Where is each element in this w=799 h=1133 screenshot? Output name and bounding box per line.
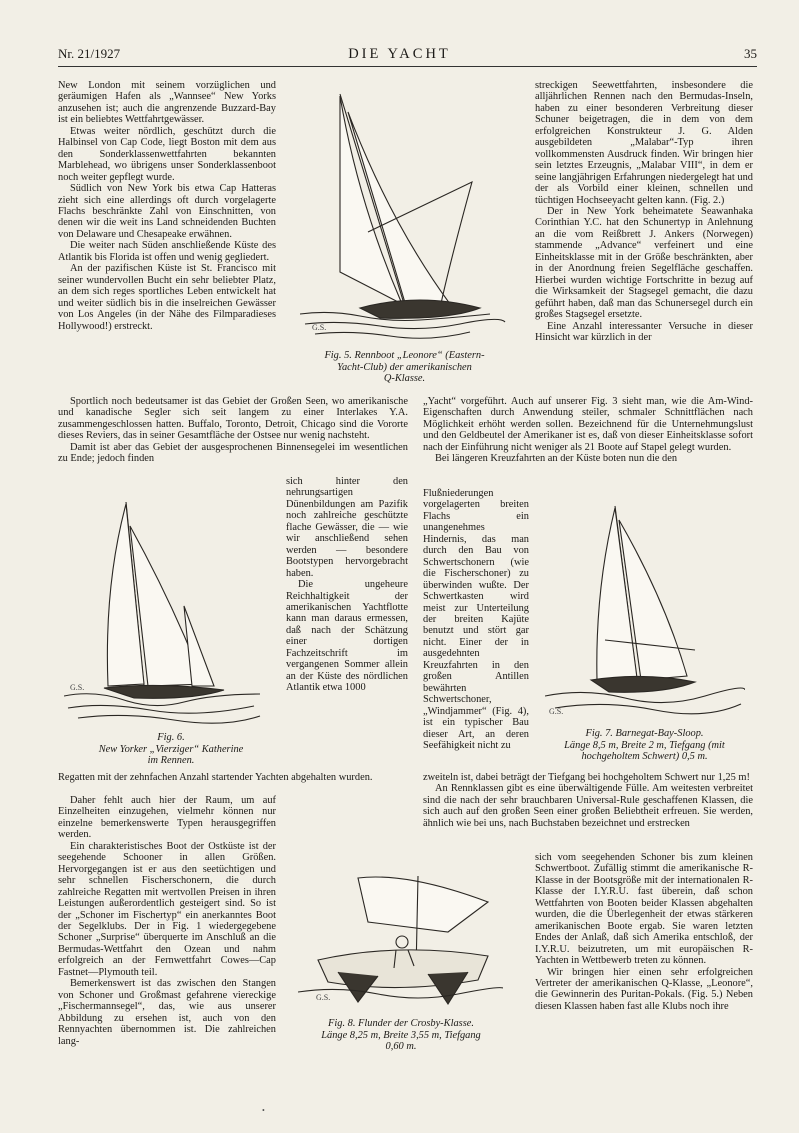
paragraph: Daher fehlt auch hier der Raum, um auf Einzelheiten einzugehen, vielmehr können nur einzelne bemerkenswerte Typen herausgegriffen werden.	[58, 795, 276, 841]
page-number: 35	[744, 46, 757, 61]
caption-line: Fig. 8. Flunder der Crosby-Klasse.	[328, 1018, 474, 1029]
column-3-bottom	[535, 852, 753, 1012]
paragraph: „Yacht“ vorgeführt. Auch auf unserer Fig. 3 sieht man, wie die Am-Wind-Eigenschaften durch Anwendung steiler, schmaler Schnittflächen nach Möglichkeit erhöht werden sollen. Bezeichnend für die Unternehmungslust und den Geldbeutel der Amerikaner ist es, daß von dieser Einheitsklasse sofort nach der Einführung nicht weniger als 21 Boote auf Stapel gelegt wurden.	[423, 396, 753, 453]
caption-line: New Yorker „Vierziger“ Katherine	[98, 743, 244, 755]
wide-text-block-3	[423, 396, 753, 465]
figure-5-caption	[302, 350, 507, 385]
caption-line: 0,60 m.	[385, 1041, 417, 1053]
column-1-top	[58, 80, 276, 332]
paragraph: Flußniederungen vorgelagerten breiten Flachs ein unangenehmes Hindernis, das man durch den Bau von Schwertschonern (wie die Fischerschoner) zu überwinden wußte. Der Schwertkasten wird meist zur Unterteilung der breiten Kajüte benutzt und stört gar nicht. Einer der in ausgedehnten Kreuzfahrten in den großen Antillen bewährten Schwertschoner, „Windjammer“ (Fig. 4), ist ein typischer Bau dieser Art, an deren Seefähigkeit nicht zu	[423, 488, 529, 751]
caption-line: Länge 8,5 m, Breite 2 m, Tiefgang (mit	[564, 739, 725, 751]
caption-line: Länge 8,25 m, Breite 3,55 m, Tiefgang	[321, 1029, 481, 1041]
narrow-text-block-3	[423, 488, 529, 751]
paragraph: streckigen Seewettfahrten, insbesondere die alljährlichen Rennen nach den Bermudas-Inseln, haben zu einer besonderen Verbreitung dieser Schuner beigetragen, die in dem von dem erfolgreichen Konstrukteur J. G. Alden ausgebildeten „Malabar“-Typ ihren vollkommensten Ausdruck finden. Wir bringen hier sein letztes Erzeugnis, „Malabar VIII“, in dem er seine langjährigen Erfahrungen niedergelegt hat und der als Vorbild einer kleinen, schnellen und tüchtigen Hochseeyacht gelten kann. (Fig. 2.)	[535, 80, 753, 206]
figure-7-caption	[532, 728, 757, 763]
paragraph: Bemerkenswert ist das zwischen den Stangen von Schoner und Großmast gefahrene viereckige „Fischermannsegel“, das, wie aus unserer Abbildung zu ersehen ist, auch von den Rennyachten übernommen ist. Die zahlreichen lang-	[58, 978, 276, 1047]
figure-5-illustration	[300, 82, 510, 347]
caption-line: im Rennen.	[147, 755, 195, 767]
figure-7-illustration	[545, 500, 745, 720]
paragraph: zweiteln ist, dabei beträgt der Tiefgang bei hochgeholtem Schwert nur 1,25 m!	[423, 772, 750, 783]
figure-8-illustration	[298, 872, 503, 1012]
paragraph: Ein charakteristisches Boot der Ostküste ist der seegehende Schooner in allen Größen. Hervorgegangen ist er aus den seetüchtigen und sehr schnellen Fischerschonern, die durch zahlreiche Regatten mit wertvollen Preisen in ihren Leistungen außerordentlich gesteigert sind. So ist der „Schoner im Fischertyp“ ein anerkanntes Boot der Segelklubs. Der in Fig. 1 wiedergegebene Schoner „Surprise“ überquerte im Anschluß an die Bermudas-Wettfahrt den Ozean und nahm erfolgreich an der Fernwettfahrt Cowes—Cap Fastnet—Plymouth teil.	[58, 840, 276, 978]
paragraph: Damit ist aber das Gebiet der ausgesprochenen Binnensegelei im wesentlichen zu Ende; jedoch finden	[58, 441, 408, 465]
flunder-boat-drawing	[298, 872, 503, 1012]
wide-text-block-1	[58, 396, 408, 465]
paragraph: Südlich von New York bis etwa Cap Hatteras zieht sich eine allerdings oft durch vorgelagerte Flachs beschränkte Zahl von Einschnitten, von denen wir die weit ins Land schneidenden Buchten von Delaware und Chesapeake erwähnen.	[58, 183, 276, 240]
figure-6-caption	[60, 732, 282, 767]
figure-5-signature: G.S.	[312, 323, 327, 332]
caption-line: hochgeholtem Schwert) 0,5 m.	[581, 751, 708, 763]
paragraph: Wir bringen hier einen sehr erfolgreichen Vertreter der amerikanischen Q-Klasse, „Leonore“, die Gewinnerin des Puritan-Pokals. (Fig. 5.) Neben diesen Klassen haben fast alle Klubs noch ihre	[535, 966, 753, 1012]
paragraph: An Rennklassen gibt es eine überwältigende Fülle. Am weitesten verbreitet sind die nach der sehr brauchbaren Universal-Rule geschaffenen Klassen, die sich auch auf den großen Seen einer großen Beliebtheit erfreuen. Sie werden, ähnlich wie bei uns, nach Buchstaben bezeichnet und erstrecken	[423, 783, 753, 829]
figure-7-signature: G.S.	[549, 707, 564, 716]
header-rule	[58, 66, 757, 67]
caption-line: Q-Klasse.	[383, 373, 426, 385]
barnegat-bay-sloop-drawing	[545, 500, 745, 720]
column-3-top	[535, 80, 753, 343]
paragraph: Etwas weiter nördlich, geschützt durch die Halbinsel von Cap Code, liegt Boston mit dem aus den Sonderklassenwettfahrten bekannten Marblehead, wo übrigens unser Sonderklassenboot noch weiter gepflegt wurde.	[58, 125, 276, 183]
paragraph: Die weiter nach Süden anschließende Küste des Atlantik bis Florida ist offen und wenig gegliedert.	[58, 240, 276, 263]
magazine-title: DIE YACHT	[348, 46, 451, 62]
figure-6-signature: G.S.	[70, 683, 85, 692]
wide-text-block-4	[423, 772, 753, 829]
paragraph: Sportlich noch bedeutsamer ist das Gebiet der Großen Seen, wo amerikanische und kanadische Segler sich seit langem zu einer Interlakes Y.A. zusammengeschlossen hatten. Buffalo, Toronto, Detroit, Chicago sind die Vororte dieses Reviers, das in seiner Gesamtfläche der Ostsee nur wenig nachsteht.	[58, 396, 408, 442]
paragraph: sich hinter den nehrungsartigen Dünenbildungen am Pazifik noch zahlreiche geschützte flache Gewässer, die — wie wir anschließend sehen werden — besondere Bootstypen hervorgebracht haben.	[286, 476, 408, 579]
sailboat-katherine-drawing	[64, 496, 264, 728]
paragraph: An der pazifischen Küste ist St. Francisco mit seiner wundervollen Bucht ein sehr beliebter Platz, an dem sich reges sportliches Leben entwickelt hat und weiter südlich bis in die inselreichen Gewässer von Los Angeles (in der Nähe des Filmparadieses Hollywood!) erstreckt.	[58, 263, 276, 332]
issue-number: Nr. 21/1927	[58, 46, 121, 61]
paragraph: sich vom seegehenden Schoner bis zum kleinen Schwertboot. Zufällig stimmt die amerikanische R-Klasse in der Bootsgröße mit der internationalen R-Klasse der I.Y.R.U. fast überein, daß schon Wettfahrten von Booten beider Klassen abgehalten wurden, die die Überlegenheit der etwas stärkeren amerikanischen Boote ergab. Sie waren letzten Endes der Anlaß, daß sich Amerika entschloß, der I.Y.R.U. beizutreten, um mit europäischen R-Yachten in Wettbewerb treten zu können.	[535, 852, 753, 967]
paragraph: Regatten mit der zehnfachen Anzahl startender Yachten abgehalten wurden.	[58, 772, 373, 783]
caption-line: Yacht-Club) der amerikanischen	[337, 361, 472, 373]
caption-line: Fig. 7. Barnegat-Bay-Sloop.	[585, 728, 704, 739]
caption-line: Fig. 5. Rennboot „Leonore“ (Eastern-	[324, 350, 485, 361]
paragraph: Eine Anzahl interessanter Versuche in dieser Hinsicht war kürzlich in der	[535, 320, 753, 343]
paragraph: Der in New York beheimatete Seawanhaka Corinthian Y.C. hat den Schunertyp in Anlehnung an die vom Reißbrett J. Ankers (Norwegen) stammende „Advance“ verfeinert und eine Einheitsklasse mit in der Größe beschränkten, aber in der Anordnung freien Segelfläche geschaffen. Hierbei wurden wichtige Fortschritte in bezug auf die Wirksamkeit der Stagsegel gemacht, die dazu geführt haben, daß man das Schunersegel durch ein großes Stagsegel ersetzte.	[535, 205, 753, 321]
column-1-bottom	[58, 795, 276, 1047]
figure-8-caption	[290, 1018, 512, 1053]
footer-mark: •	[262, 1106, 265, 1115]
paragraph: Die ungeheure Reichhaltigkeit der amerikanischen Yachtflotte kann man daraus ermessen, daß nach der Schätzung einer dortigen Fachzeitschrift im vergangenen Sommer allein an der Küste des nördlichen Atlantik etwa 1000	[286, 579, 408, 694]
paragraph: New London mit seinem vorzüglichen und geräumigen Hafen als „Wannsee“ New Yorks anzusehen ist; auch die angrenzende Buzzard-Bay ist ein beliebtes Wettfahrtgewässer.	[58, 80, 276, 126]
figure-6-illustration	[64, 496, 264, 728]
narrow-text-block-1	[286, 476, 408, 694]
caption-line: Fig. 6.	[157, 732, 185, 743]
wide-text-block-2	[58, 772, 408, 783]
sailboat-leonore-drawing	[300, 82, 510, 347]
paragraph: Bei längeren Kreuzfahrten an der Küste boten nun die den	[435, 453, 678, 465]
figure-8-signature: G.S.	[316, 993, 331, 1002]
